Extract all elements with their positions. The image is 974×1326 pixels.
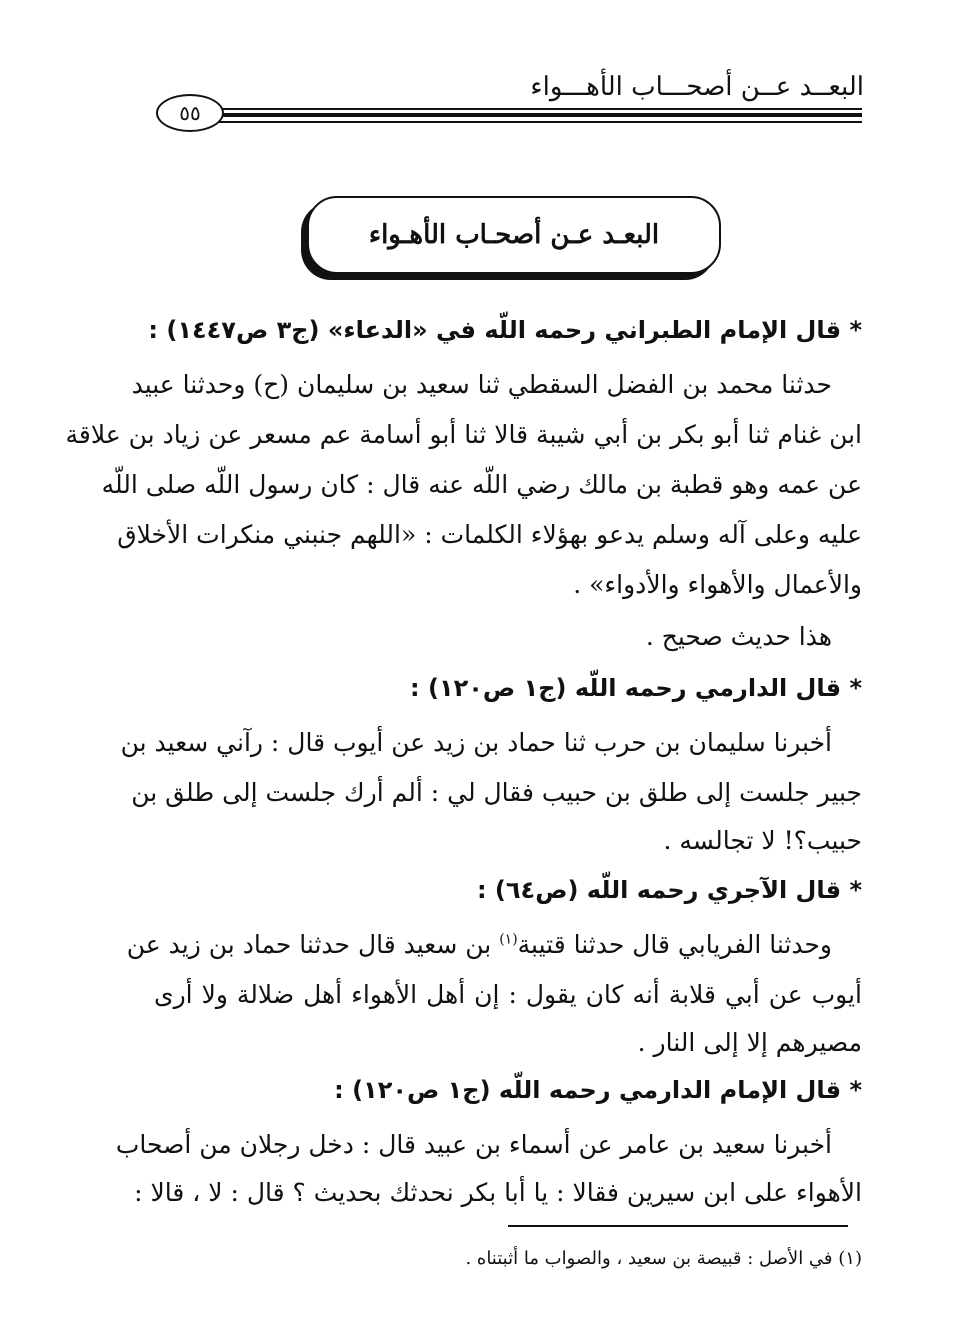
header-rule — [218, 121, 862, 123]
paragraph-line: ابن غنام ثنا أبو بكر بن أبي شيبة قالا ثنا أبو أسامة عم مسعر عن زياد بن علاقة — [65, 420, 862, 449]
footnote-mark: (١) — [838, 1248, 862, 1269]
paragraph-line: أخبرنا سليمان بن حرب ثنا حماد بن زيد عن أيوب قال : رآني سعيد بن — [120, 728, 832, 757]
paragraph-line: والأعمال والأهواء والأدواء» . — [573, 570, 862, 599]
chapter-title: البعـد عـن أصحـاب الأهـواء — [368, 220, 660, 250]
footnote-separator — [508, 1225, 848, 1227]
section-heading: * قال الآجري رحمه اللّه (ص٦٤) : — [476, 876, 862, 904]
paragraph-text: بن سعيد قال حدثنا حماد بن زيد عن — [126, 930, 492, 959]
section-heading: * قال الدارمي رحمه اللّه (ج١ ص١٢٠) : — [410, 674, 862, 702]
paragraph-text: وحدثنا الفريابي قال حدثنا قتيبة — [517, 930, 832, 959]
paragraph-line: حدثنا محمد بن الفضل السقطي ثنا سعيد بن سليمان (ح) وحدثنا عبيد — [131, 370, 832, 399]
paragraph-line: أيوب عن أبي قلابة أنه كان يقول : إن أهل الأهواء أهل ضلالة ولا أرى — [154, 980, 862, 1009]
paragraph-line: الأهواء على ابن سيرين فقالا : يا أبا بكر نحدثك بحديث ؟ قال : لا ، قالا : — [134, 1178, 862, 1207]
paragraph-line: جبير جلست إلى طلق بن حبيب فقال لي : ألم أرك جلست إلى طلق بن — [131, 778, 862, 807]
paragraph-line — [126, 930, 832, 959]
paragraph-line: عن عمه وهو قطبة بن مالك رضي اللّه عنه قال : كان رسول اللّه صلى اللّه — [101, 470, 862, 499]
page-number — [156, 94, 224, 132]
paragraph-line: عليه وعلى آله وسلم يدعو بهؤلاء الكلمات : «اللهم جنبني منكرات الأخلاق — [117, 520, 862, 549]
running-title: البعــد عــن أصحـــاب الأهـــواء — [530, 72, 864, 102]
footnote-reference: (١) — [499, 931, 518, 948]
header-rule — [218, 108, 862, 110]
section-heading: * قال الإمام الدارمي رحمه اللّه (ج١ ص١٢٠) : — [334, 1076, 862, 1104]
paragraph-line: مصيرهم إلا إلى النار . — [637, 1028, 862, 1057]
paragraph-line: أخبرنا سعيد بن عامر عن أسماء بن عبيد قال : دخل رجلان من أصحاب — [115, 1130, 832, 1159]
header-rule — [218, 113, 862, 117]
verdict-line: هذا حديث صحيح . — [645, 622, 832, 651]
chapter-title-box — [307, 196, 721, 274]
section-heading: * قال الإمام الطبراني رحمه اللّه في «الدعاء» (ج٣ ص١٤٤٧) : — [148, 316, 862, 344]
paragraph-line: حبيب؟! لا تجالسه . — [663, 826, 862, 855]
page-number-text: ٥٥ — [179, 101, 201, 125]
footnote — [465, 1248, 862, 1269]
footnote-text: في الأصل : قبيصة بن سعيد ، والصواب ما أثبتناه . — [465, 1248, 833, 1269]
